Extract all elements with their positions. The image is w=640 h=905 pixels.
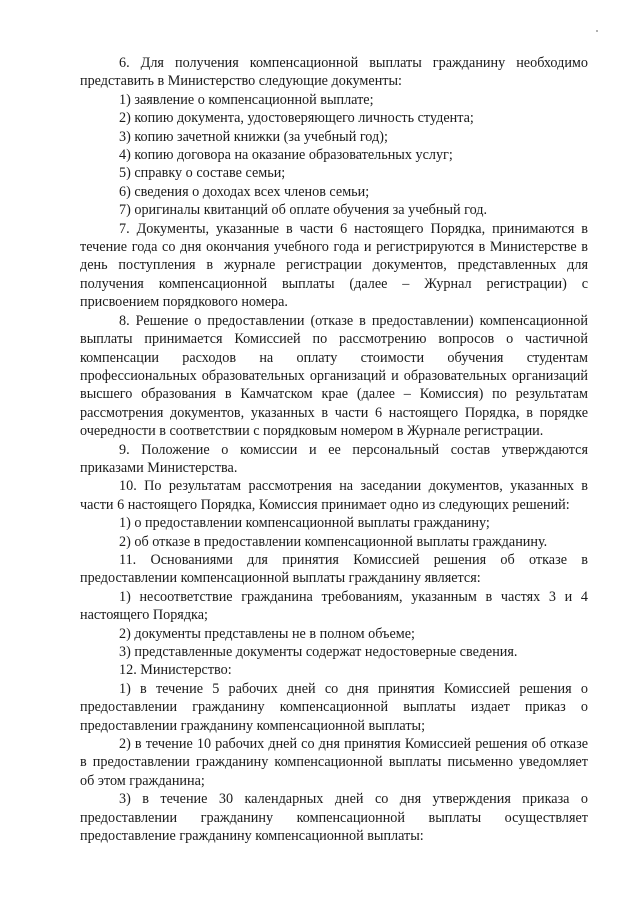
paragraph-12: 12. Министерство:	[119, 662, 232, 679]
list-item: 1) в течение 5 рабочих дней со дня принятия Комиссией решения о предоставлении гражданину компенсационной выплаты издает приказ о предоставлении гражданину компенсационной выплаты;	[80, 680, 588, 734]
list-item: 3) представленные документы содержат недостоверные сведения.	[119, 644, 518, 660]
list-item: 5) справку о составе семьи;	[119, 165, 286, 182]
list-item: 1) о предоставлении компенсационной выплаты гражданину;	[119, 515, 490, 532]
paragraph-9: 9. Положение о комиссии и ее персональный состав утверждаются приказами Министерства.	[80, 441, 588, 476]
paragraph-10: 10. По результатам рассмотрения на заседании документов, указанных в части 6 настоящего Порядка, Комиссия принимает одно из следующих решений:	[80, 478, 588, 513]
document-page	[80, 54, 588, 845]
page-speck	[596, 30, 598, 32]
list-item: 6) сведения о доходах всех членов семьи;	[119, 183, 370, 200]
paragraph-11: 11. Основаниями для принятия Комиссией решения об отказе в предоставлении компенсационной выплаты гражданину является:	[80, 551, 588, 587]
list-item: 7) оригиналы квитанций об оплате обучения за учебный год.	[119, 202, 488, 219]
list-item: 3) в течение 30 календарных дней со дня утверждения приказа о предоставлении гражданину компенсационной выплаты осуществляет предоставление гражданину компенсационной выплаты:	[80, 791, 588, 845]
list-item: 1) заявление о компенсационной выплате;	[119, 91, 374, 108]
list-item: 2) копию документа, удостоверяющего личность студента;	[119, 110, 474, 127]
list-item: 2) документы представлены не в полном объеме;	[119, 625, 415, 642]
list-item: 3) копию зачетной книжки (за учебный год);	[119, 128, 388, 145]
list-item: 4) копию договора на оказание образовательных услуг;	[119, 147, 453, 164]
paragraph-6: 6. Для получения компенсационной выплаты гражданину необходимо представить в Министерство следующие документы:	[80, 55, 588, 90]
paragraph-7: 7. Документы, указанные в части 6 настоящего Порядка, принимаются в течение года со дня окончания учебного года и регистрируются в Министерстве в день поступления в журнале регистрации документов, представленных для получения компенсационной выплаты (далее – Журнал регистрации) с присвоением порядкового номера.	[80, 220, 588, 311]
paragraph-8: 8. Решение о предоставлении (отказе в предоставлении) компенсационной выплаты принимается Комиссией по рассмотрению вопросов о частичной компенсации расходов на оплату стоимости обучения студентам профессиональных образовательных организаций и образовательных организаций высшего образования в Камчатском крае (далее – Комиссия) по результатам рассмотрения документов, указанных в части 6 настоящего Порядка, в порядке очередности в соответствии с порядковым номером в Журнале регистрации.	[80, 312, 588, 440]
list-item: 1) несоответствие гражданина требованиям, указанным в частях 3 и 4 настоящего Порядка;	[80, 588, 588, 624]
list-item: 2) в течение 10 рабочих дней со дня принятия Комиссией решения об отказе в предоставлении гражданину компенсационной выплаты письменно уведомляет об этом гражданина;	[80, 736, 588, 789]
list-item: 2) об отказе в предоставлении компенсационной выплаты гражданину.	[119, 533, 548, 550]
